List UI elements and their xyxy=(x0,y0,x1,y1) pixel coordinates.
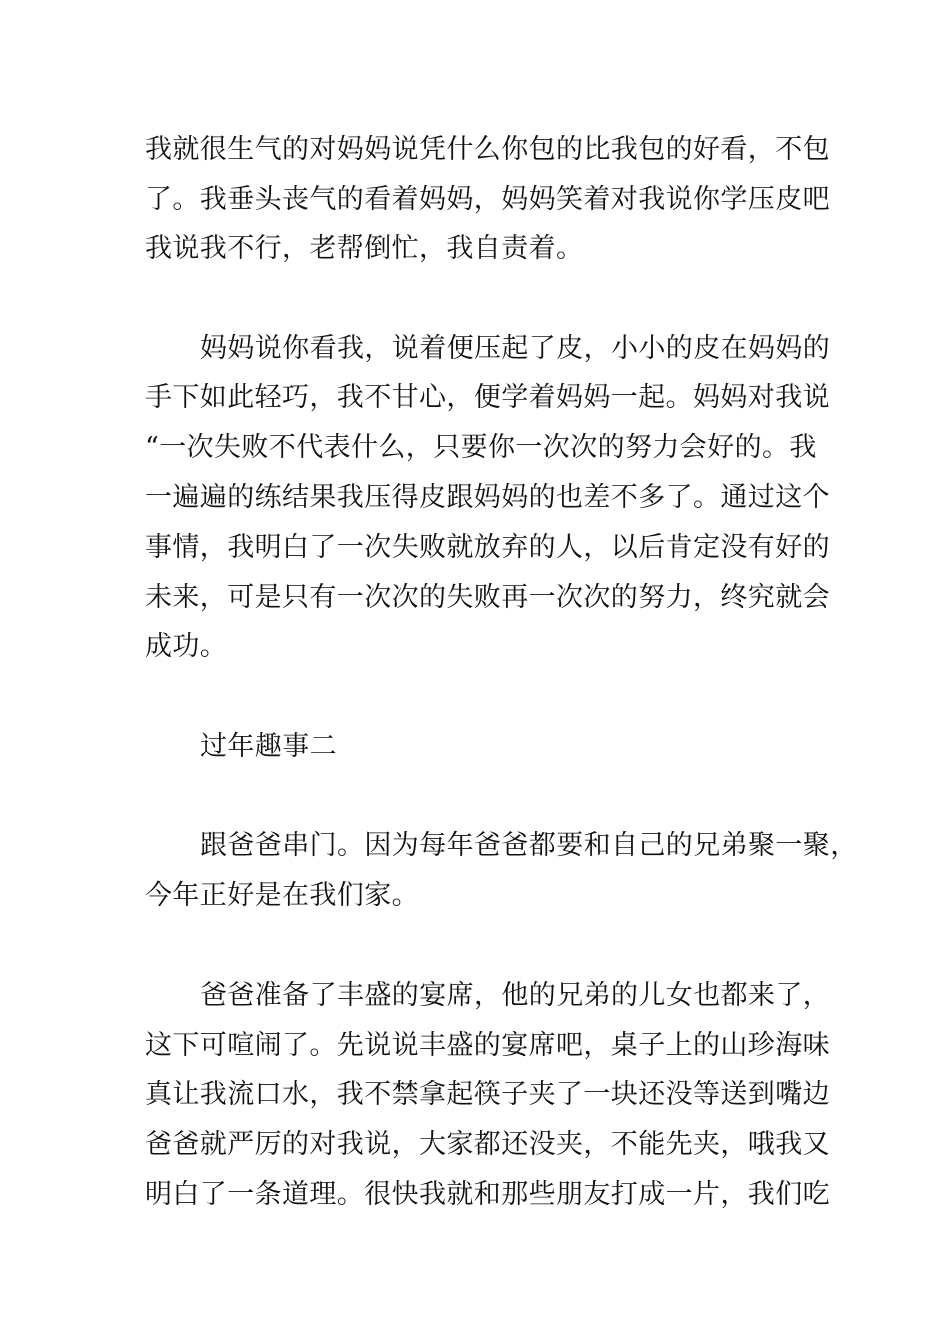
paragraph-2-line-6: 未来，可是只有一次次的失败再一次次的努力，终究就会 xyxy=(145,582,830,613)
paragraph-4-line-2: 这下可喧闹了。先说说丰盛的宴席吧，桌子上的山珍海味 xyxy=(145,1030,830,1061)
paragraph-4-line-4: 爸爸就严厉的对我说，大家都还没夹，不能先夹，哦我又 xyxy=(145,1129,830,1160)
paragraph-2-line-5: 事情，我明白了一次失败就放弃的人，以后肯定没有好的 xyxy=(145,532,830,563)
section-heading: 过年趣事二 xyxy=(200,731,337,762)
paragraph-2-line-1: 妈妈说你看我，说着便压起了皮，小小的皮在妈妈的 xyxy=(200,333,831,364)
paragraph-1-line-1: 我就很生气的对妈妈说凭什么你包的比我包的好看，不包 xyxy=(145,134,830,165)
paragraph-4-line-3: 真让我流口水，我不禁拿起筷子夹了一块还没等送到嘴边 xyxy=(145,1079,830,1110)
paragraph-2-line-3: “一次失败不代表什么，只要你一次次的努力会好的。我 xyxy=(145,432,817,463)
paragraph-4-line-5: 明白了一条道理。很快我就和那些朋友打成一片，我们吃 xyxy=(145,1179,830,1210)
paragraph-2-line-4: 一遍遍的练结果我压得皮跟妈妈的也差不多了。通过这个 xyxy=(145,482,830,513)
paragraph-3-line-1: 跟爸爸串门。因为每年爸爸都要和自己的兄弟聚一聚， xyxy=(200,830,858,861)
paragraph-2-line-2: 手下如此轻巧，我不甘心，便学着妈妈一起。妈妈对我说 xyxy=(145,382,830,413)
paragraph-3-line-2: 今年正好是在我们家。 xyxy=(145,880,419,911)
paragraph-4-line-1: 爸爸准备了丰盛的宴席，他的兄弟的儿女也都来了， xyxy=(200,980,831,1011)
paragraph-1-line-2: 了。我垂头丧气的看着妈妈，妈妈笑着对我说你学压皮吧 xyxy=(145,184,830,215)
paragraph-2-line-7: 成功。 xyxy=(145,631,228,662)
paragraph-1-line-3: 我说我不行，老帮倒忙，我自责着。 xyxy=(145,233,584,264)
